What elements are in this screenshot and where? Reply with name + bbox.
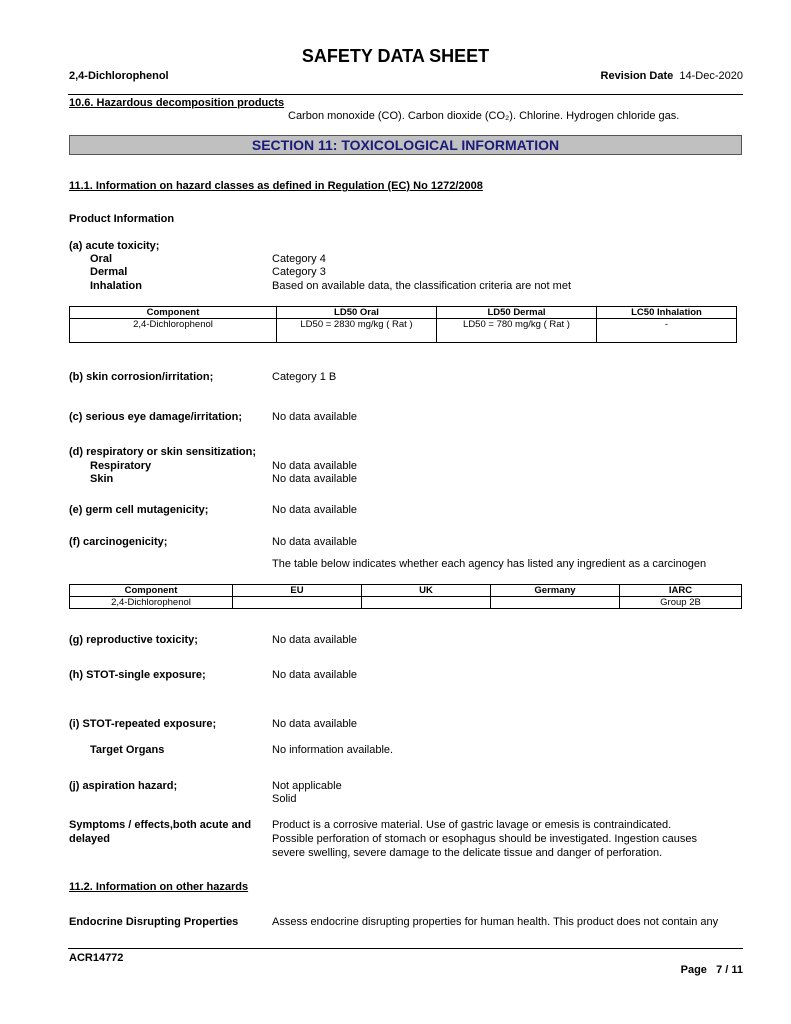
page-number bbox=[681, 964, 743, 976]
germ-cell-value: No data available bbox=[272, 504, 358, 516]
column-header: LD50 Oral bbox=[277, 307, 437, 319]
table-cell bbox=[233, 597, 362, 609]
table-cell: LD50 = 780 mg/kg ( Rat ) bbox=[437, 319, 597, 343]
skin-corrosion-label: (b) skin corrosion/irritation; bbox=[69, 371, 214, 383]
respiratory-label: Respiratory bbox=[90, 460, 152, 472]
page-label: Page bbox=[680, 964, 707, 976]
germ-cell-label: (e) germ cell mutagenicity; bbox=[69, 504, 209, 516]
eye-damage-value: No data available bbox=[272, 411, 358, 423]
table-cell: 2,4-Dichlorophenol bbox=[70, 319, 277, 343]
decomposition-products: Carbon monoxide (CO). Carbon dioxide (CO₂). Chlorine. Hydrogen chloride gas. bbox=[288, 110, 680, 122]
table-cell bbox=[491, 597, 620, 609]
respiratory-value: No data available bbox=[272, 460, 358, 472]
aspiration-hazard-value: Not applicable bbox=[272, 780, 342, 792]
column-header: LC50 Inhalation bbox=[597, 307, 737, 319]
table-row bbox=[70, 597, 742, 609]
target-organs-label: Target Organs bbox=[90, 744, 165, 756]
reproductive-toxicity-value: No data available bbox=[272, 634, 358, 646]
symptoms-text-line1: Product is a corrosive material. Use of gastric lavage or emesis is contraindicated. bbox=[272, 819, 672, 831]
section-11-1-heading: 11.1. Information on hazard classes as defined in Regulation (EC) No 1272/2008 bbox=[69, 180, 483, 192]
table-cell: - bbox=[597, 319, 737, 343]
column-header: Component bbox=[70, 307, 277, 319]
column-header: Component bbox=[70, 585, 233, 597]
carcinogen-table bbox=[69, 584, 742, 609]
section-11-2-heading: 11.2. Information on other hazards bbox=[69, 881, 249, 893]
inhalation-label: Inhalation bbox=[90, 280, 142, 292]
section-10-6-heading: 10.6. Hazardous decomposition products bbox=[69, 97, 285, 109]
revision-value: 14-Dec-2020 bbox=[679, 70, 743, 82]
sensitization-label: (d) respiratory or skin sensitization; bbox=[69, 446, 257, 458]
table-header-row bbox=[70, 585, 742, 597]
dermal-value: Category 3 bbox=[272, 266, 326, 278]
endocrine-value: Assess endocrine disrupting properties for human health. This product does not contain any bbox=[272, 916, 719, 928]
skin-sensitization-value: No data available bbox=[272, 473, 358, 485]
target-organs-value: No information available. bbox=[272, 744, 394, 756]
revision-date bbox=[601, 70, 743, 82]
reproductive-toxicity-label: (g) reproductive toxicity; bbox=[69, 634, 198, 646]
carcinogenicity-label: (f) carcinogenicity; bbox=[69, 536, 168, 548]
column-header: UK bbox=[362, 585, 491, 597]
acute-toxicity-table bbox=[69, 306, 737, 343]
document-code: ACR14772 bbox=[69, 952, 124, 964]
stot-single-value: No data available bbox=[272, 669, 358, 681]
inhalation-value: Based on available data, the classification criteria are not met bbox=[272, 280, 571, 292]
symptoms-text-line2: Possible perforation of stomach or esophagus should be investigated. Ingestion causes bbox=[272, 833, 697, 845]
footer-divider bbox=[68, 948, 743, 949]
aspiration-hazard-label: (j) aspiration hazard; bbox=[69, 780, 178, 792]
symptoms-label-line2: delayed bbox=[69, 833, 110, 845]
revision-label: Revision Date bbox=[600, 70, 674, 82]
column-header: IARC bbox=[620, 585, 742, 597]
endocrine-label: Endocrine Disrupting Properties bbox=[69, 916, 239, 928]
eye-damage-label: (c) serious eye damage/irritation; bbox=[69, 411, 242, 423]
oral-value: Category 4 bbox=[272, 253, 326, 265]
header-divider bbox=[68, 94, 743, 95]
stot-single-label: (h) STOT-single exposure; bbox=[69, 669, 206, 681]
dermal-label: Dermal bbox=[90, 266, 128, 278]
table-cell: 2,4-Dichlorophenol bbox=[70, 597, 233, 609]
carcinogen-table-note: The table below indicates whether each agency has listed any ingredient as a carcinogen bbox=[272, 558, 707, 570]
skin-corrosion-value: Category 1 B bbox=[272, 371, 337, 383]
physical-state-value: Solid bbox=[272, 793, 297, 805]
column-header: LD50 Dermal bbox=[437, 307, 597, 319]
document-title: SAFETY DATA SHEET bbox=[301, 46, 490, 66]
stot-repeated-label: (i) STOT-repeated exposure; bbox=[69, 718, 217, 730]
skin-sensitization-label: Skin bbox=[90, 473, 114, 485]
table-cell: Group 2B bbox=[620, 597, 742, 609]
symptoms-text-line3: severe swelling, severe damage to the delicate tissue and danger of perforation. bbox=[272, 847, 663, 859]
carcinogenicity-value: No data available bbox=[272, 536, 358, 548]
product-information-heading: Product Information bbox=[69, 213, 175, 225]
column-header: EU bbox=[233, 585, 362, 597]
section-11-banner: SECTION 11: TOXICOLOGICAL INFORMATION bbox=[69, 135, 742, 155]
table-row bbox=[70, 319, 737, 343]
table-cell: LD50 = 2830 mg/kg ( Rat ) bbox=[277, 319, 437, 343]
product-name: 2,4-Dichlorophenol bbox=[69, 70, 169, 82]
table-header-row bbox=[70, 307, 737, 319]
stot-repeated-value: No data available bbox=[272, 718, 358, 730]
page-value: 7 / 11 bbox=[716, 964, 743, 976]
oral-label: Oral bbox=[90, 253, 113, 265]
acute-toxicity-label: (a) acute toxicity; bbox=[69, 240, 160, 252]
symptoms-label-line1: Symptoms / effects,both acute and bbox=[69, 819, 252, 831]
column-header: Germany bbox=[491, 585, 620, 597]
table-cell bbox=[362, 597, 491, 609]
